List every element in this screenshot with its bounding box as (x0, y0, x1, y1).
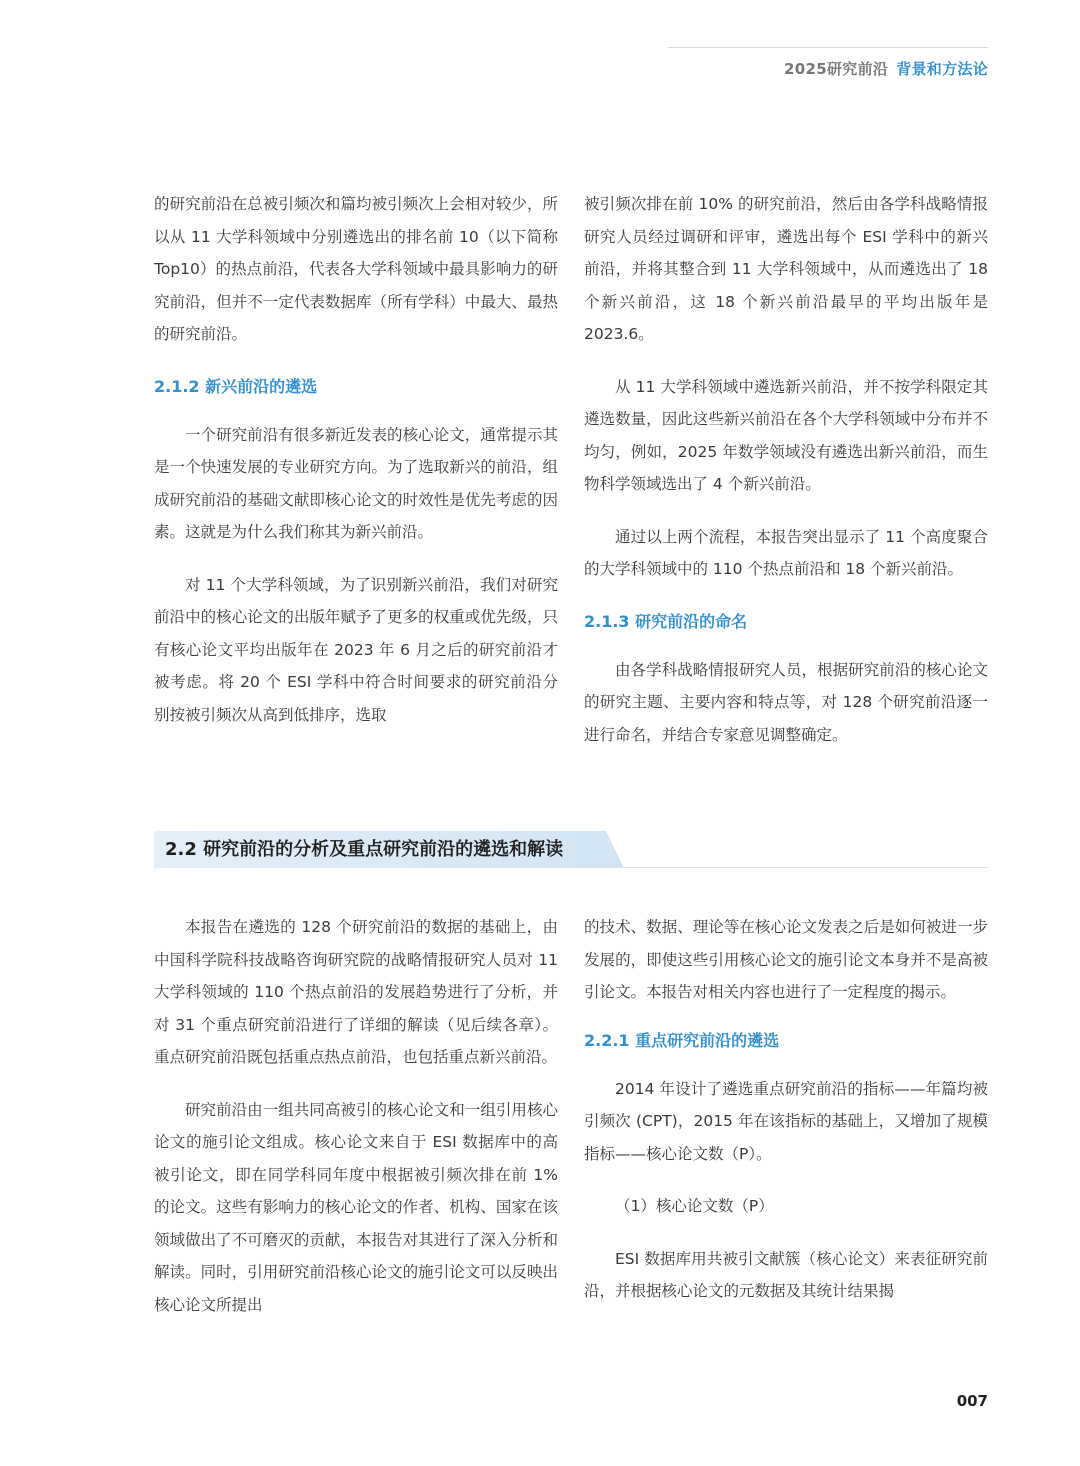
section-heading-2-1-2: 2.1.2 新兴前沿的遴选 (154, 376, 318, 396)
section-banner (154, 831, 988, 868)
paragraph: 由各学科战略情报研究人员，根据研究前沿的核心论文的研究主题、主要内容和特点等，对 128 个研究前沿逐一进行命名，并结合专家意见调整确定。 (584, 660, 988, 744)
header-section-title: 背景和方法论 (896, 60, 988, 78)
paragraph: 通过以上两个流程，本报告突出显示了 11 个高度聚合的大学科领域中的 110 个热点前沿和 18 个新兴前沿。 (584, 527, 988, 578)
top-left-column (154, 188, 558, 731)
paragraph: ESI 数据库用共被引文献簇（核心论文）来表征研究前沿，并根据核心论文的元数据及其统计结果揭 (584, 1249, 988, 1300)
paragraph: 一个研究前沿有很多新近发表的核心论文，通常提示其是一个快速发展的专业研究方向。为了选取新兴的前沿，组成研究前沿的基础文献即核心论文的时效性是优先考虑的因素。这就是为什么我们称其为新兴前沿。 (154, 425, 558, 541)
paragraph: 2014 年设计了遴选重点研究前沿的指标——年篇均被引频次 (CPT)，2015 年在该指标的基础上，又增加了规模指标——核心论文数（P）。 (584, 1079, 988, 1163)
banner-rule (604, 867, 988, 868)
page-number: 007 (956, 1392, 988, 1410)
section-heading-2-2-1: 2.2.1 重点研究前沿的遴选 (584, 1030, 780, 1050)
paragraph: 对 11 个大学科领域，为了识别新兴前沿，我们对研究前沿中的核心论文的出版年赋予了更多的权重或优先级，只有核心论文平均出版年在 2023 年 6 月之后的研究前沿才被考虑。将 20 个 ESI 学科中符合时间要求的研究前沿分别按被引频次从高到低排序，选取 (154, 575, 558, 724)
header-rule (668, 47, 988, 48)
list-item-heading: （1）核心论文数（P） (615, 1197, 774, 1215)
bottom-right-column (584, 911, 988, 1308)
running-header (784, 58, 988, 79)
header-series-title: 2025研究前沿 (784, 60, 889, 78)
section-title-2-2: 2.2 研究前沿的分析及重点研究前沿的遴选和解读 (165, 839, 564, 860)
paragraph: 研究前沿由一组共同高被引的核心论文和一组引用核心论文的施引论文组成。核心论文来自于 ESI 数据库中的高被引论文，即在同学科同年度中根据被引频次排在前 1% 的论文。这些有影响力的核心论文的作者、机构、国家在该领域做出了不可磨灭的贡献，本报告对其进行了深入分析和解读。同时，引用研究前沿核心论文的施引论文可以反映出核心论文所提出 (154, 1100, 558, 1314)
top-right-column (584, 188, 988, 751)
bottom-left-column (154, 911, 558, 1321)
paragraph: 的研究前沿在总被引频次和篇均被引频次上会相对较少，所以从 11 大学科领域中分别遴选出的排名前 10（以下简称 Top10）的热点前沿，代表各大学科领域中最具影响力的研究前沿，但并不一定代表数据库（所有学科）中最大、最热的研究前沿。 (154, 195, 558, 343)
paragraph: 从 11 大学科领域中遴选新兴前沿，并不按学科限定其遴选数量，因此这些新兴前沿在各个大学科领域中分布并不均匀，例如，2025 年数学领域没有遴选出新兴前沿，而生物科学领域选出了 4 个新兴前沿。 (584, 377, 988, 493)
section-heading-2-1-3: 2.1.3 研究前沿的命名 (584, 611, 748, 631)
paragraph: 的技术、数据、理论等在核心论文发表之后是如何被进一步发展的，即使这些引用核心论文的施引论文本身并不是高被引论文。本报告对相关内容也进行了一定程度的揭示。 (584, 918, 988, 1001)
paragraph: 本报告在遴选的 128 个研究前沿的数据的基础上，由中国科学院科技战略咨询研究院的战略情报研究人员对 11 大学科领域的 110 个热点前沿的发展趋势进行了分析，并对 31 个重点研究前沿进行了详细的解读（见后续各章）。重点研究前沿既包括重点热点前沿，也包括重点新兴前沿。 (154, 918, 558, 1066)
paragraph: 被引频次排在前 10% 的研究前沿，然后由各学科战略情报研究人员经过调研和评审，遴选出每个 ESI 学科中的新兴前沿，并将其整合到 11 大学科领域中，从而遴选出了 18 个新兴前沿，这 18 个新兴前沿最早的平均出版年是 2023.6。 (584, 195, 988, 343)
